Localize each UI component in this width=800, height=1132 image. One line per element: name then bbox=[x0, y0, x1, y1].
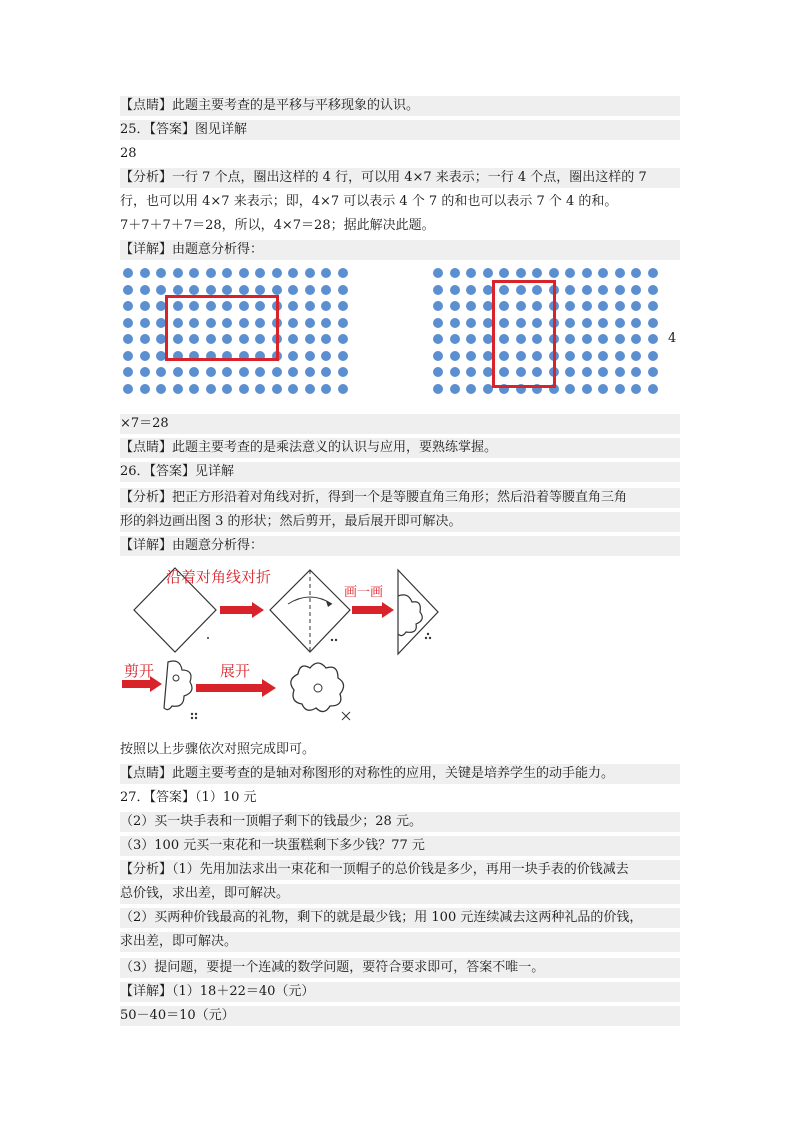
dot bbox=[433, 384, 443, 394]
dot bbox=[450, 318, 460, 328]
dot bbox=[288, 334, 298, 344]
dot bbox=[466, 285, 476, 295]
dot bbox=[338, 367, 348, 377]
dot bbox=[288, 384, 298, 394]
dot bbox=[582, 318, 592, 328]
dot bbox=[598, 351, 608, 361]
dot bbox=[466, 268, 476, 278]
dot bbox=[239, 384, 249, 394]
dot bbox=[483, 334, 493, 344]
dot bbox=[648, 351, 658, 361]
dot bbox=[255, 367, 265, 377]
dot bbox=[648, 285, 658, 295]
dot bbox=[321, 351, 331, 361]
dot bbox=[532, 268, 542, 278]
dot bbox=[288, 318, 298, 328]
cut-label: 剪开 bbox=[124, 662, 155, 680]
dot bbox=[598, 367, 608, 377]
dot bbox=[483, 268, 493, 278]
dot bbox=[582, 301, 592, 311]
dot bbox=[598, 318, 608, 328]
answer-line: （3）100 元买一束花和一块蛋糕剩下多少钱？77 元 bbox=[120, 836, 680, 856]
dot bbox=[631, 351, 641, 361]
dot bbox=[288, 351, 298, 361]
dot bbox=[598, 285, 608, 295]
dot bbox=[648, 268, 658, 278]
dot bbox=[272, 268, 282, 278]
dot bbox=[156, 367, 166, 377]
dot bbox=[466, 367, 476, 377]
dot bbox=[123, 285, 133, 295]
dot bbox=[173, 367, 183, 377]
dot bbox=[598, 268, 608, 278]
dot bbox=[305, 351, 315, 361]
dot bbox=[450, 367, 460, 377]
dot bbox=[565, 285, 575, 295]
dot bbox=[565, 268, 575, 278]
dot bbox=[565, 351, 575, 361]
dot bbox=[631, 334, 641, 344]
dot bbox=[321, 285, 331, 295]
dot bbox=[189, 384, 199, 394]
result-line: ×7＝28 bbox=[120, 414, 680, 434]
dot bbox=[288, 367, 298, 377]
dot bbox=[338, 301, 348, 311]
dot bbox=[433, 268, 443, 278]
dot bbox=[483, 285, 493, 295]
dot bbox=[123, 318, 133, 328]
dot bbox=[255, 384, 265, 394]
dot bbox=[156, 384, 166, 394]
dot bbox=[582, 268, 592, 278]
dot bbox=[565, 334, 575, 344]
detail-line: 50－40＝10（元） bbox=[120, 1006, 680, 1026]
note-line: 【点睛】此题主要考查的是轴对称图形的对称性的应用，关键是培养学生的动手能力。 bbox=[120, 764, 680, 784]
dot bbox=[123, 367, 133, 377]
dot bbox=[288, 268, 298, 278]
dot bbox=[582, 351, 592, 361]
dot-array-figure-right bbox=[430, 265, 670, 405]
dot bbox=[288, 301, 298, 311]
dot bbox=[321, 334, 331, 344]
dot bbox=[450, 268, 460, 278]
dot bbox=[189, 268, 199, 278]
dot bbox=[321, 367, 331, 377]
dot bbox=[450, 384, 460, 394]
dot bbox=[140, 268, 150, 278]
dot bbox=[123, 301, 133, 311]
dot bbox=[156, 268, 166, 278]
dot bbox=[338, 318, 348, 328]
dot bbox=[140, 384, 150, 394]
dot bbox=[140, 367, 150, 377]
dot bbox=[123, 268, 133, 278]
dot bbox=[582, 285, 592, 295]
analysis-line: （2）买两种价钱最高的礼物，剩下的就是最少钱；用 100 元连续减去这两种礼品的价钱， bbox=[120, 908, 680, 928]
dot bbox=[272, 367, 282, 377]
dot bbox=[631, 384, 641, 394]
dot bbox=[206, 285, 216, 295]
dot bbox=[648, 384, 658, 394]
dot bbox=[450, 301, 460, 311]
dot bbox=[156, 285, 166, 295]
dot bbox=[321, 384, 331, 394]
analysis-line: 【分析】一行 7 个点，圈出这样的 4 行，可以用 4×7 来表示；一行 4 个点，圈出这样的 7 bbox=[120, 168, 680, 188]
dot bbox=[466, 384, 476, 394]
dot bbox=[173, 285, 183, 295]
analysis-line: 形的斜边画出图 3 的形状；然后剪开，最后展开即可解决。 bbox=[120, 512, 680, 532]
dot bbox=[648, 334, 658, 344]
dot bbox=[140, 285, 150, 295]
draw-label: 画一画 bbox=[344, 585, 384, 600]
dot bbox=[123, 351, 133, 361]
dot bbox=[321, 318, 331, 328]
dot bbox=[305, 367, 315, 377]
analysis-line: 【分析】（1）先用加法求出一束花和一顶帽子的总价钱是多少，再用一块手表的价钱减去 bbox=[120, 860, 680, 880]
dot bbox=[222, 367, 232, 377]
fold-label: 沿着对角线对折 bbox=[166, 568, 272, 586]
dot bbox=[173, 384, 183, 394]
dot bbox=[615, 318, 625, 328]
dot bbox=[305, 334, 315, 344]
dot bbox=[305, 285, 315, 295]
dot bbox=[239, 285, 249, 295]
dot bbox=[140, 301, 150, 311]
dot bbox=[582, 334, 592, 344]
detail-line: 【详解】（1）18＋22＝40（元） bbox=[120, 982, 680, 1002]
dot bbox=[615, 301, 625, 311]
dot-array-figure-left bbox=[120, 265, 360, 405]
dot bbox=[321, 301, 331, 311]
dot bbox=[272, 384, 282, 394]
dot bbox=[631, 318, 641, 328]
dot bbox=[615, 367, 625, 377]
conclusion-line: 按照以上步骤依次对照完成即可。 bbox=[120, 742, 316, 757]
dot bbox=[499, 268, 509, 278]
dot bbox=[433, 285, 443, 295]
dot bbox=[222, 384, 232, 394]
dot bbox=[466, 318, 476, 328]
dot bbox=[189, 367, 199, 377]
dot bbox=[466, 334, 476, 344]
dot bbox=[450, 334, 460, 344]
dot bbox=[483, 351, 493, 361]
dot bbox=[140, 351, 150, 361]
dot bbox=[565, 318, 575, 328]
note-line: 【点睛】此题主要考查的是乘法意义的认识与应用，要熟练掌握。 bbox=[120, 438, 680, 458]
dot bbox=[631, 367, 641, 377]
dot bbox=[565, 301, 575, 311]
dot bbox=[338, 351, 348, 361]
dot bbox=[321, 268, 331, 278]
dot bbox=[598, 384, 608, 394]
dot bbox=[450, 285, 460, 295]
dot bbox=[305, 301, 315, 311]
answer-line: （2）买一块手表和一顶帽子剩下的钱最少；28 元。 bbox=[120, 812, 680, 832]
figure-side-number: 4 bbox=[668, 331, 677, 346]
dot bbox=[615, 384, 625, 394]
dot bbox=[338, 268, 348, 278]
dot bbox=[582, 384, 592, 394]
answer-27-heading: 27．【答案】（1）10 元 bbox=[120, 790, 257, 805]
dot bbox=[615, 268, 625, 278]
dot bbox=[222, 285, 232, 295]
dot bbox=[305, 268, 315, 278]
dot bbox=[466, 351, 476, 361]
dot bbox=[239, 367, 249, 377]
note-line: 【点睛】此题主要考查的是平移与平移现象的认识。 bbox=[120, 96, 680, 116]
dot bbox=[433, 367, 443, 377]
dot bbox=[206, 367, 216, 377]
answer-26-heading: 26．【答案】见详解 bbox=[120, 462, 680, 482]
dot bbox=[648, 301, 658, 311]
dot bbox=[222, 268, 232, 278]
dot bbox=[140, 318, 150, 328]
dot bbox=[433, 351, 443, 361]
dot bbox=[483, 367, 493, 377]
answer-25-heading: 25．【答案】图见详解 bbox=[120, 120, 680, 140]
dot bbox=[549, 268, 559, 278]
dot bbox=[173, 268, 183, 278]
dot bbox=[338, 285, 348, 295]
dot bbox=[206, 384, 216, 394]
dot bbox=[631, 301, 641, 311]
dot bbox=[255, 268, 265, 278]
dot bbox=[450, 351, 460, 361]
dot bbox=[239, 268, 249, 278]
analysis-line: 总价钱，求出差，即可解决。 bbox=[120, 884, 680, 904]
paper-folding-figure bbox=[120, 560, 445, 730]
highlight-box bbox=[492, 280, 556, 388]
dot bbox=[615, 285, 625, 295]
dot bbox=[565, 367, 575, 377]
dot bbox=[123, 334, 133, 344]
dot bbox=[433, 318, 443, 328]
dot bbox=[483, 301, 493, 311]
unfold-label: 展开 bbox=[220, 662, 251, 680]
dot bbox=[631, 268, 641, 278]
dot bbox=[615, 334, 625, 344]
dot bbox=[305, 384, 315, 394]
dot bbox=[433, 301, 443, 311]
dot bbox=[255, 285, 265, 295]
detail-heading: 【详解】由题意分析得： bbox=[120, 536, 680, 556]
dot bbox=[483, 384, 493, 394]
highlight-box bbox=[165, 295, 279, 361]
dot bbox=[582, 367, 592, 377]
dot bbox=[648, 367, 658, 377]
dot bbox=[648, 318, 658, 328]
dot bbox=[189, 285, 199, 295]
dot bbox=[598, 301, 608, 311]
dot bbox=[466, 301, 476, 311]
answer-value: 28 bbox=[120, 146, 137, 161]
analysis-line: 求出差，即可解决。 bbox=[120, 932, 680, 952]
dot bbox=[140, 334, 150, 344]
dot bbox=[516, 268, 526, 278]
dot bbox=[123, 384, 133, 394]
dot bbox=[338, 384, 348, 394]
analysis-line: （3）提问题，要提一个连减的数学问题，要符合要求即可，答案不唯一。 bbox=[120, 958, 680, 978]
dot bbox=[433, 334, 443, 344]
dot bbox=[631, 285, 641, 295]
dot bbox=[615, 351, 625, 361]
dot bbox=[483, 318, 493, 328]
dot bbox=[206, 268, 216, 278]
dot bbox=[565, 384, 575, 394]
analysis-line: 【分析】把正方形沿着对角线对折，得到一个是等腰直角三角形；然后沿着等腰直角三角 bbox=[120, 488, 680, 508]
dot bbox=[272, 285, 282, 295]
dot bbox=[598, 334, 608, 344]
analysis-line: 行，也可以用 4×7 来表示；即，4×7 可以表示 4 个 7 的和也可以表示 7 个 4 的和。 bbox=[120, 194, 618, 209]
dot bbox=[305, 318, 315, 328]
dot bbox=[288, 285, 298, 295]
detail-heading: 【详解】由题意分析得： bbox=[120, 240, 680, 260]
analysis-line: 7＋7＋7＋7＝28，所以，4×7＝28；据此解决此题。 bbox=[120, 218, 435, 233]
dot bbox=[338, 334, 348, 344]
